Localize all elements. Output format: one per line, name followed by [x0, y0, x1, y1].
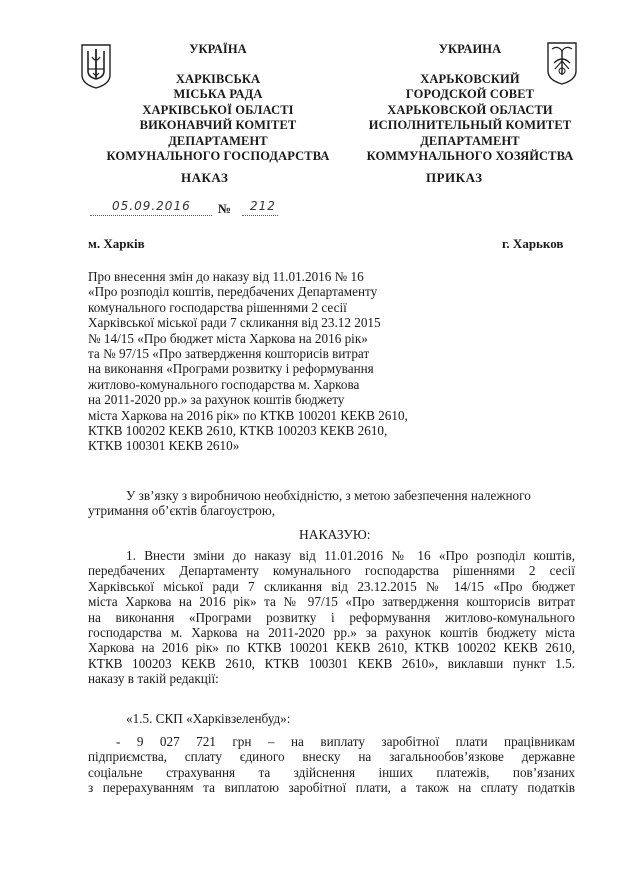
- header-right-line: ХАРЬКОВСКИЙ: [420, 71, 520, 86]
- header-right: [340, 42, 600, 165]
- item-1-line: передбачених Департаменту комунального господарства рішеннями 2 сесії: [88, 563, 575, 579]
- subject-line: № 14/15 «Про бюджет міста Харкова на 2016 рік»: [88, 330, 368, 346]
- payment-line: з перерахуванням та виплатою заробітної плати, а також на сплату податків: [88, 780, 575, 796]
- order-number: 212: [250, 199, 276, 213]
- header-right-line: ХАРЬКОВСКОЙ ОБЛАСТИ: [387, 102, 553, 117]
- subject-line: на 2011-2020 рр.» за рахунок коштів бюджету: [88, 392, 345, 408]
- header-right-line: ИСПОЛНИТЕЛЬНЫЙ КОМИТЕТ: [368, 118, 572, 132]
- city-ru: г. Харьков: [502, 236, 564, 251]
- order-date: 05.09.2016: [112, 199, 191, 213]
- item-1-line: КТКВ 100203 КЕКВ 2610, КТКВ 100301 КЕКВ 2610», виклавши пункт 1.5.: [88, 655, 575, 671]
- payment-line: - 9 027 721 грн – на виплату заробітної плати працівникам: [116, 734, 575, 749]
- subject-line: КТКВ 100202 КЕКВ 2610, КТКВ 100203 КЕКВ 2610,: [88, 423, 388, 439]
- item-1-line: господарства м. Харкова на 2011-2020 рр.» за рахунок коштів бюджету міста: [88, 625, 575, 641]
- subject-line: міста Харкова на 2016 рік» по КТКВ 100201 КЕКВ 2610,: [88, 407, 408, 423]
- payment-line: підприємства, сплату єдиного внеску на загальнообов’язкове державне: [88, 749, 575, 765]
- header-left-line: ВИКОНАВЧИЙ КОМІТЕТ: [139, 118, 297, 132]
- order-title-uk: НАКАЗ: [181, 170, 229, 185]
- header-left-line: ХАРКІВСЬКОЇ ОБЛАСТІ: [142, 102, 294, 117]
- preamble-line: У зв’язку з виробничою необхідністю, з метою забезпечення належного: [126, 488, 531, 503]
- item-1-line: Харкова на 2016 рік» по КТКВ 100201 КЕКВ 2610, КТКВ 100202 КЕКВ 2610,: [88, 640, 575, 656]
- subject-line: Харківської міської ради 7 скликання від 23.12 2015: [88, 315, 381, 331]
- subject-line: Про внесення змін до наказу від 11.01.2016 № 16: [88, 269, 364, 284]
- item-1: [88, 548, 575, 687]
- item-1-line: Харківської міської ради 7 скликання від 23.12.2015 № 14/15 «Про бюджет: [88, 578, 575, 594]
- header-left-country: УКРАЇНА: [189, 42, 247, 56]
- city-uk: м. Харків: [88, 236, 145, 251]
- subject-line: комунального господарства рішеннями 2 сесії: [88, 299, 347, 315]
- payment-paragraph: [88, 734, 575, 796]
- preamble-line: утримання об’єктів благоустрою,: [88, 503, 275, 519]
- item-1-line: наказу в такій редакції:: [88, 671, 219, 687]
- date-underline: [90, 215, 212, 216]
- quote-heading: «1.5. СКП «Харківзеленбуд»:: [126, 711, 291, 726]
- item-1-line: 1. Внести зміни до наказу від 11.01.2016 № 16 «Про розподіл коштів,: [126, 548, 575, 563]
- order-subject: [88, 269, 408, 454]
- header-left: [70, 42, 366, 165]
- number-underline: [242, 215, 278, 216]
- header-left-line: МІСЬКА РАДА: [173, 87, 263, 101]
- order-number-sign: №: [218, 201, 232, 216]
- subject-line: КТКВ 100301 КЕКВ 2610»: [88, 438, 240, 454]
- header-right-line: ДЕПАРТАМЕНТ: [420, 133, 520, 148]
- order-word: НАКАЗУЮ:: [299, 527, 371, 542]
- item-1-line: міста Харкова на 2016 рік» та № 97/15 «Про затвердження кошторисів витрат: [88, 594, 575, 610]
- header-right-country: УКРАИНА: [438, 42, 502, 56]
- header-left-line: КОМУНАЛЬНОГО ГОСПОДАРСТВА: [106, 149, 330, 163]
- payment-line: соціальне страхування та здійснення інших платежів, пов’язаних: [88, 764, 575, 780]
- header-left-line: ХАРКІВСЬКА: [175, 71, 261, 86]
- item-1-line: на виконання «Програми розвитку і реформування житлово-комунального: [88, 609, 575, 625]
- subject-line: та № 97/15 «Про затвердження кошторисів витрат: [88, 346, 370, 362]
- header-left-line: ДЕПАРТАМЕНТ: [168, 133, 268, 148]
- preamble: [88, 488, 575, 519]
- order-title-ru: ПРИКАЗ: [426, 170, 483, 185]
- header-right-line: ГОРОДСКОЙ СОВЕТ: [405, 87, 535, 101]
- subject-line: на виконання «Програми розвитку і реформування: [88, 361, 374, 377]
- subject-line: житлово-комунального господарства м. Харкова: [88, 376, 360, 392]
- subject-line: «Про розподіл коштів, передбачених Департаменту: [88, 284, 378, 300]
- header-right-line: КОММУНАЛЬНОГО ХОЗЯЙСТВА: [366, 149, 574, 163]
